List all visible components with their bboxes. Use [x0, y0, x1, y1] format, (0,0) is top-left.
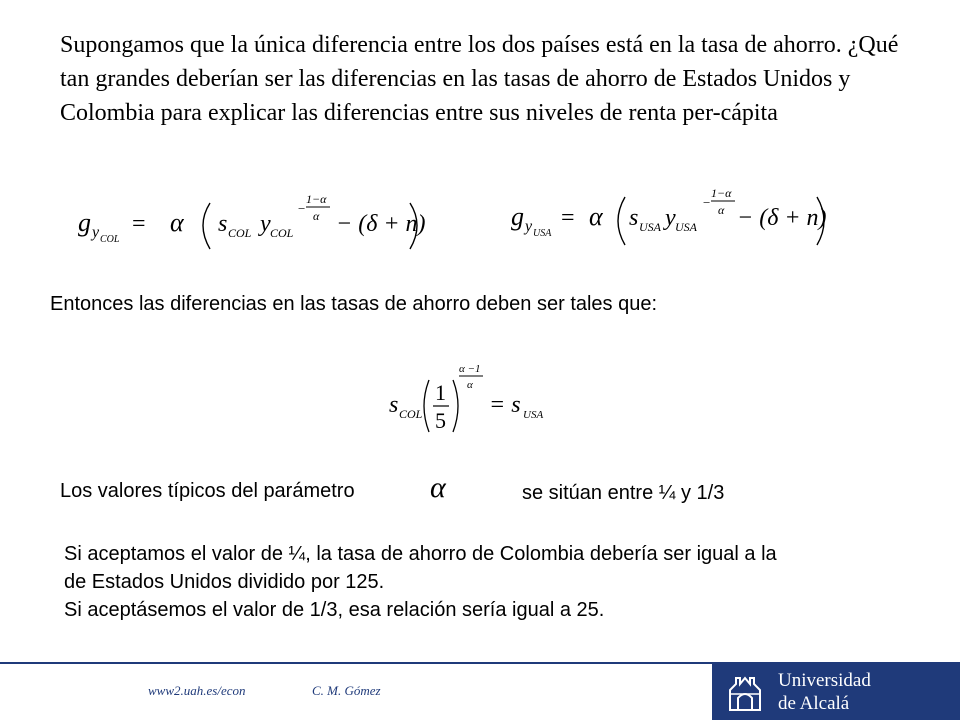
university-logo	[712, 664, 960, 720]
eq-ratio-paren-left	[424, 380, 429, 432]
eq-usa-alpha: α	[589, 202, 603, 231]
eq-ratio-rhs-sub: USA	[523, 409, 544, 421]
eq-col-alpha: α	[170, 208, 184, 237]
eq-ratio-s-sub: COL	[399, 407, 423, 421]
eq-col-s-sub: COL	[228, 226, 252, 240]
intro-paragraph: Supongamos que la única diferencia entre los dos países está en la tasa de ahorro. ¿Qué tan grandes deberían ser las diferencias en las tasas de ahorro de Estados Unidos y Colombia para explicar las diferencias entre sus niveles de renta per-cápita	[60, 32, 899, 126]
eq-usa-g-subsub: USA	[533, 228, 552, 239]
eq-usa-g: g	[511, 202, 524, 231]
eq-usa-g-sub: y	[525, 218, 533, 235]
eq-ratio-rhs: = s	[489, 392, 521, 418]
eq-ratio-paren-right	[453, 380, 458, 432]
alpha-line-after: se sitúan entre ¼ y 1/3	[522, 482, 725, 504]
conclusion-line-1: Si aceptamos el valor de ¼, la tasa de ahorro de Colombia debería ser igual a la	[64, 543, 777, 565]
eq-col-tail: − (δ + n)	[336, 211, 426, 237]
alpha-symbol: α	[430, 471, 446, 504]
eq-ratio-frac-den: 5	[435, 408, 446, 433]
university-crest-icon	[722, 670, 768, 714]
equation-col	[72, 185, 432, 257]
eq-usa-s-sub: USA	[639, 220, 661, 234]
eq-usa-y-sub: USA	[675, 220, 697, 234]
footer-url: www2.uah.es/econ	[148, 683, 246, 698]
eq-usa-tail: − (δ + n)	[737, 205, 827, 231]
conclusion-paragraph	[64, 540, 944, 624]
eq-col-exp-minus: −	[298, 201, 306, 216]
eq-col-paren-left	[203, 203, 210, 249]
eq-col-equals: =	[132, 211, 146, 237]
eq-col-y-sub: COL	[270, 226, 294, 240]
eq-usa-s: s	[629, 205, 639, 231]
eq-ratio-s: s	[389, 392, 399, 418]
eq-col-exp-den: α	[313, 209, 320, 223]
equation-ratio	[385, 358, 555, 438]
eq-col-exp-num: 1−α	[306, 192, 327, 206]
eq-usa-exp-minus: −	[703, 195, 711, 210]
eq-usa-paren-left	[618, 197, 625, 245]
eq-usa-exp-den: α	[718, 203, 725, 217]
eq-col-g: g	[78, 208, 91, 237]
eq-col-y: y	[260, 211, 271, 237]
eq-usa-y: y	[665, 205, 676, 231]
eq-ratio-frac-num: 1	[435, 380, 446, 405]
alpha-line-before: Los valores típicos del parámetro	[60, 480, 355, 502]
eq-col-g-sub: y	[92, 224, 100, 241]
equation-usa	[505, 183, 845, 255]
footer-author: C. M. Gómez	[312, 683, 381, 698]
eq-col-g-subsub: COL	[100, 234, 120, 245]
eq-col-s: s	[218, 211, 228, 237]
eq-ratio-exp-den: α	[467, 379, 473, 391]
logo-line-1: Universidad	[778, 670, 871, 691]
eq-usa-exp-num: 1−α	[711, 186, 732, 200]
logo-line-2: de Alcalá	[778, 693, 850, 714]
eq-usa-equals: =	[561, 205, 575, 231]
entonces-text: Entonces las diferencias en las tasas de ahorro deben ser tales que:	[50, 293, 658, 315]
eq-ratio-exp-num: α −1	[459, 363, 481, 375]
conclusion-line-3: Si aceptásemos el valor de 1/3, esa relación sería igual a 25.	[64, 599, 605, 621]
conclusion-line-2: de Estados Unidos dividido por 125.	[64, 571, 385, 593]
